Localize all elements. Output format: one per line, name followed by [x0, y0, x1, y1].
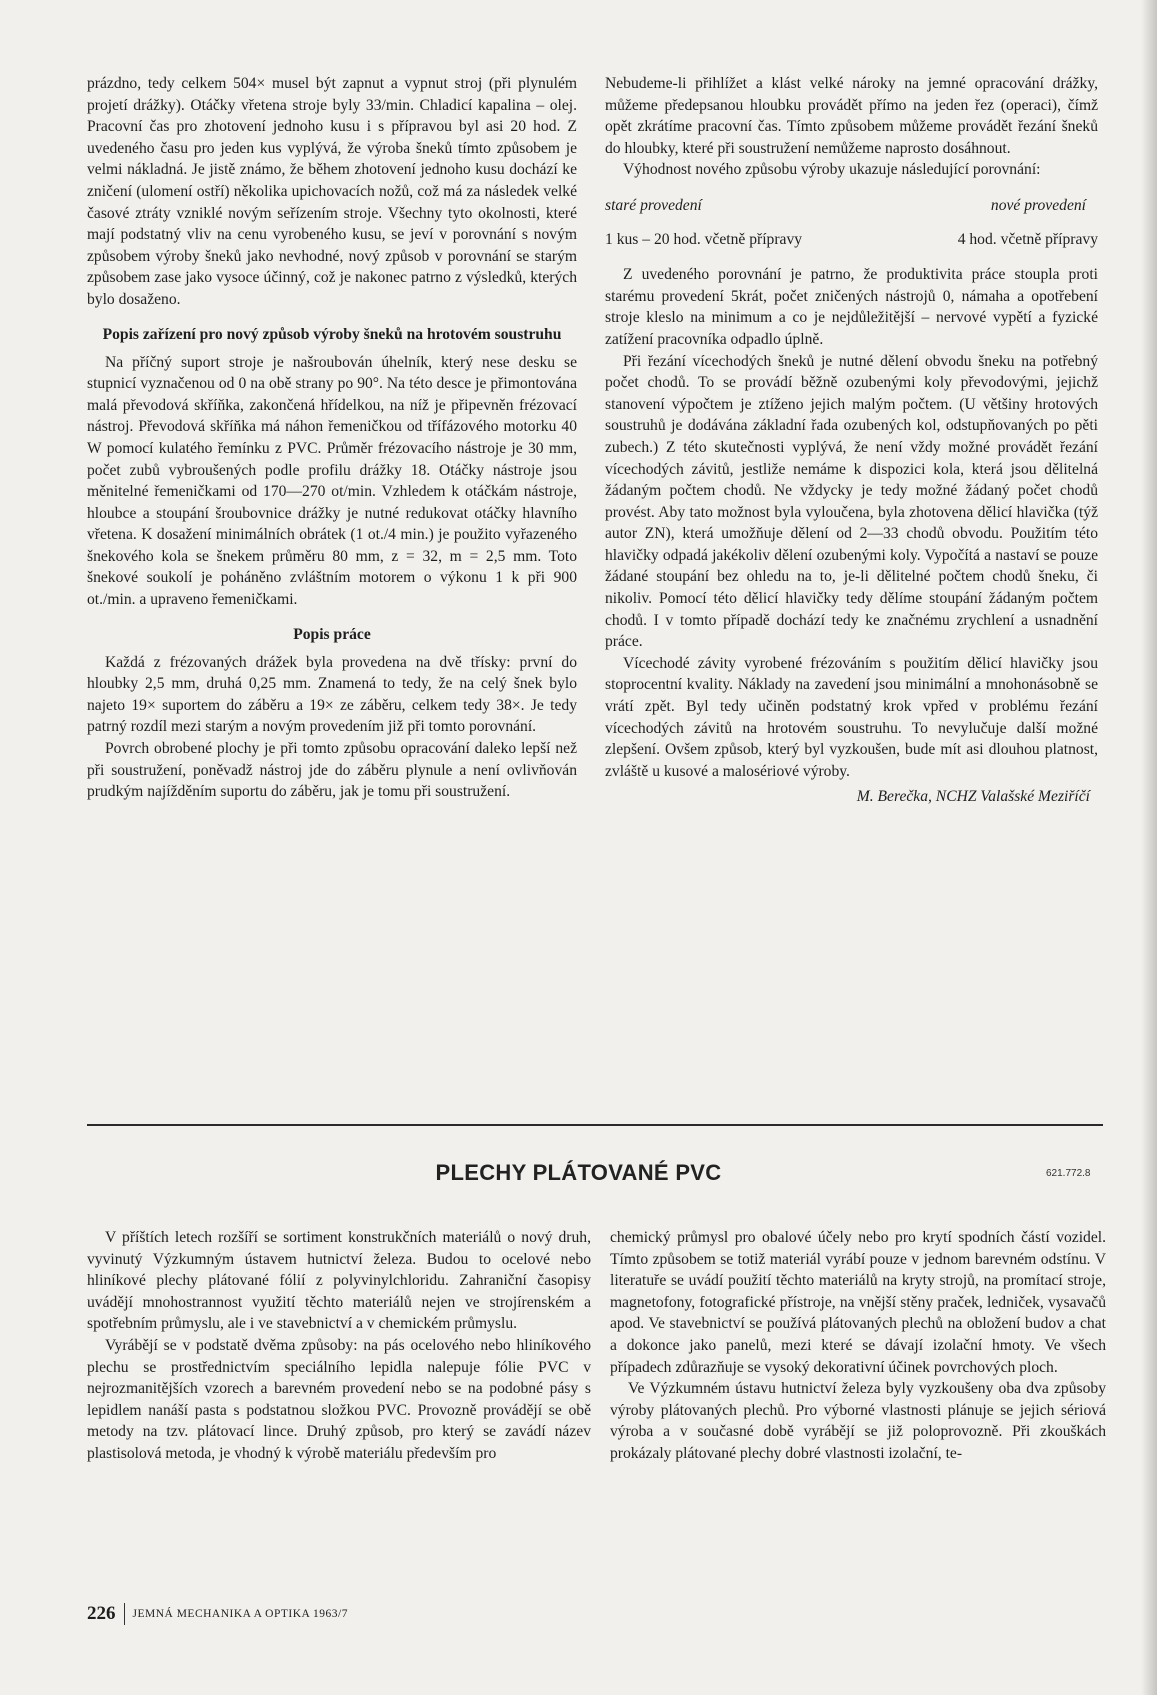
- udc-code: 621.772.8: [1046, 1168, 1091, 1179]
- paragraph: Povrch obrobené plochy je při tomto způsobu opracování daleko lepší než při soustružení, poněvadž nástroj jde do záběru plynule a není ovlivňován prudkým najížděním suportu do záběru, jak je tomu při soustružení.: [87, 740, 577, 801]
- top-right-column: [605, 73, 1098, 808]
- comparison-old-value: 1 kus – 20 hod. včetně přípravy: [605, 230, 803, 248]
- article-left-column: [87, 1227, 591, 1465]
- paragraph: Výhodnost nového způsobu výroby ukazuje následující porovnání:: [623, 161, 1041, 179]
- article-title: PLECHY PLÁTOVANÉ PVC: [435, 1160, 722, 1185]
- paragraph: prázdno, tedy celkem 504× musel být zapnut a vypnut stroj (při plynulém projetí drážky). Otáčky vřetena stroje byly 33/min. Chladicí kapalina – olej. Pracovní čas pro zhotovení jednoho kusu i s přípravou byl asi 20 hod. Z uvedeného času pro jeden kus vyplývá, že výroba šneků tímto způsobem je velmi nákladná. Je jistě známo, že během zhotovení jednoho kusu dochází ke zničení (ulomení ostří) několika upichovacích nožů, což má za následek velké časové ztráty vzniklé novým seřízením stroje. Všechny tyto okolnosti, které mají podstatný vliv na cenu vyrobeného kusu, se jeví v porovnání s novým způsobem výroby šneků jako nevhodné, nový způsob v porovnání se starým způsobem zase jako vysoce účinný, což je nakonec patrno z výsledků, kterých bylo dosaženo.: [87, 75, 577, 308]
- journal-name: JEMNÁ MECHANIKA A OPTIKA 1963/7: [132, 1608, 348, 1620]
- paragraph: Na příčný suport stroje je našroubován úhelník, který nese desku se stupnicí vyznačenou od 0 na obě strany po 90°. Na této desce je přimontována malá převodová skříňka, zakončená hřídelkou, na níž je připevněn frézovací nástroj. Převodová skříňka má náhon řemeničkou od třífázového motorku 40 W pomocí kulatého řemínku z PVC. Průměr frézovacího nástroje je 30 mm, počet zubů vybroušených podle profilu drážky 18. Otáčky nástroje jsou měnitelné řemeničkami od 170—270 ot/min. Vzhledem k otáčkám nástroje, hloubce a stoupání šroubovnice drážky je nutné redukovat otáčky hlavního vřetena. K dosažení minimálních obrátek (1 ot./4 min.) je použito vyřazeného šnekového kola se šnekem průměru 80 mm, z = 32, m = 2,5 mm. Toto šnekové soukolí je poháněno zvláštním motorem o výkonu 1 k při 900 ot./min. a upraveno řemeničkami.: [87, 353, 577, 609]
- paragraph: V příštích letech rozšíří se sortiment konstrukčních materiálů o nový druh, vyvinutý Výzkumným ústavem hutnictví železa. Budou to ocelové nebo hliníkové plechy plátované fólií z polyvinylchloridu. Zahraniční časopisy uvádějí mnohostrannost využití těchto materiálů nejen ve strojírenském a spotřebním průmyslu, ale i ve stavebnictví a v chemickém průmyslu.: [87, 1229, 591, 1333]
- comparison-old-label: staré provedení: [605, 196, 702, 214]
- top-left-column: [87, 73, 577, 803]
- comparison-header: [605, 195, 1098, 217]
- comparison-new-label: nové provedení: [990, 196, 1086, 214]
- section-heading: Popis zařízení pro nový způsob výroby šneků na hrotovém soustruhu: [102, 325, 562, 343]
- paragraph: Ve Výzkumném ústavu hutnictví železa byly vyzkoušeny oba dva způsoby výroby plátovaných plechů. Pro výborné vlastnosti plánuje se jejich sériová výroba a v současné době vyrábějí se již poloprovozně. Při zkouškách prokázaly plátované plechy dobré vlastnosti izolační, te-: [610, 1380, 1106, 1462]
- article-right-column: [610, 1227, 1106, 1465]
- paragraph: Z uvedeného porovnání je patrno, že produktivita práce stoupla proti starému provedení 5krát, počet zničených nástrojů 0, námaha a opotřebení stroje kleslo na minimum a co je nejdůležitější – nervové vypětí a fyzické zatížení pracovníka odpadlo úplně.: [605, 266, 1098, 348]
- page-number: 226: [87, 1603, 116, 1624]
- comparison-new-value: 4 hod. včetně přípravy: [957, 230, 1098, 248]
- binding-shadow: [1141, 0, 1157, 1695]
- section-divider: [87, 1124, 1103, 1126]
- author-signature: M. Berečka, NCHZ Valašské Meziříčí: [856, 788, 1090, 806]
- footer-separator: [124, 1603, 125, 1625]
- section-heading: Popis práce: [293, 625, 371, 643]
- paragraph: chemický průmysl pro obalové účely nebo pro krytí spodních částí vozidel. Tímto způsobem se totiž materiál vyrábí pouze v jednom barevném odstínu. V literatuře se uvádí použití těchto materiálů na kryty strojů, na promítací stroje, magnetofony, fotografické přístroje, na vnější stěny praček, ledniček, vysavačů apod. Ve stavebnictví se používá plátovaných plechů na obložení budov a chat a dokonce jako panelů, mezi které se dávají izolační hmoty. Ve všech případech zdůrazňuje se vysoký dekorativní účinek povrchových ploch.: [610, 1229, 1106, 1376]
- paragraph: Vyrábějí se v podstatě dvěma způsoby: na pás ocelového nebo hliníkového plechu se prostřednictvím speciálního lepidla nalepuje fólie PVC v nejrozmanitějších vzorech a barevném provedení nebo se na podobné pásy s lepidlem nanáší pasta s podstatnou složkou PVC. Provozně provádějí se obě metody na tzv. plátovací lince. Druhý způsob, pro který se zavádí název plastisolová metoda, je vhodný k výrobě materiálu především pro: [87, 1336, 591, 1462]
- paragraph: Při řezání vícechodých šneků je nutné dělení obvodu šneku na potřebný počet chodů. To se provádí běžně ozubenými koly převodovými, jejichž stanovení výpočtem je ztíženo jejich malým počtem. (U většiny hrotových soustruhů je dodávána základní řada ozubených kol, odstupňovaných po pěti zubech.) Z této skutečnosti vyplývá, že není vždy možné provádět řezání vícechodých závitů, jestliže nemáme k dispozici kola, která jsou dělitelná žádaným počtem chodů. Ne vždycky je tedy možné žádaný počet chodů provést. Aby tato možnost byla vyloučena, byla zhotovena dělicí hlavička (týž autor ZN), která umožňuje dělení od 2—33 chodů obvodu. Použitím této hlavičky odpadá jakékoliv dělení ozubenými koly. Vypočítá a nastaví se pouze žádané stoupání bez ohledu na to, je-li dělitelné počtem chodů šneku, či nikoliv. Pomocí této dělicí hlavičky tedy dělíme stoupání žádaným počtem chodů. I v tomto případě dochází tedy ke značnému zrychlení a usnadnění práce.: [605, 352, 1098, 651]
- paragraph: Nebudeme-li přihlížet a klást velké nároky na jemné opracování drážky, můžeme předepsanou hloubku provádět přímo na jeden řez (operaci), čímž opět zkrátíme pracovní čas. Tímto způsobem můžeme provádět řezání šneků do hloubky, které při soustružení nemůžeme naprosto dosáhnout.: [605, 75, 1098, 157]
- paragraph: Vícechodé závity vyrobené frézováním s použitím dělicí hlavičky jsou stoprocentní kvality. Náklady na zavedení jsou minimální a mnohonásobně se vrátí zpět. Byl tedy učiněn podstatný krok vpřed v problému řezání vícechodých závitů na hrotovém soustruhu. To nevylučuje další možné zlepšení. Ovšem způsob, který byl vyzkoušen, bude mít asi dlouhou platnost, zvláště u kusové a malosériové výroby.: [605, 654, 1098, 780]
- page-footer: [87, 1603, 348, 1625]
- paragraph: Každá z frézovaných drážek byla provedena na dvě třísky: první do hloubky 2,5 mm, druhá 0,25 mm. Znamená to tedy, že na celý šnek bylo najeto 19× suportem do záběru a 19× ze záběru, celkem tedy 38×. Je tedy patrný rozdíl mezi starým a novým provedením již při tomto porovnání.: [87, 653, 577, 736]
- comparison-row: [605, 229, 1098, 251]
